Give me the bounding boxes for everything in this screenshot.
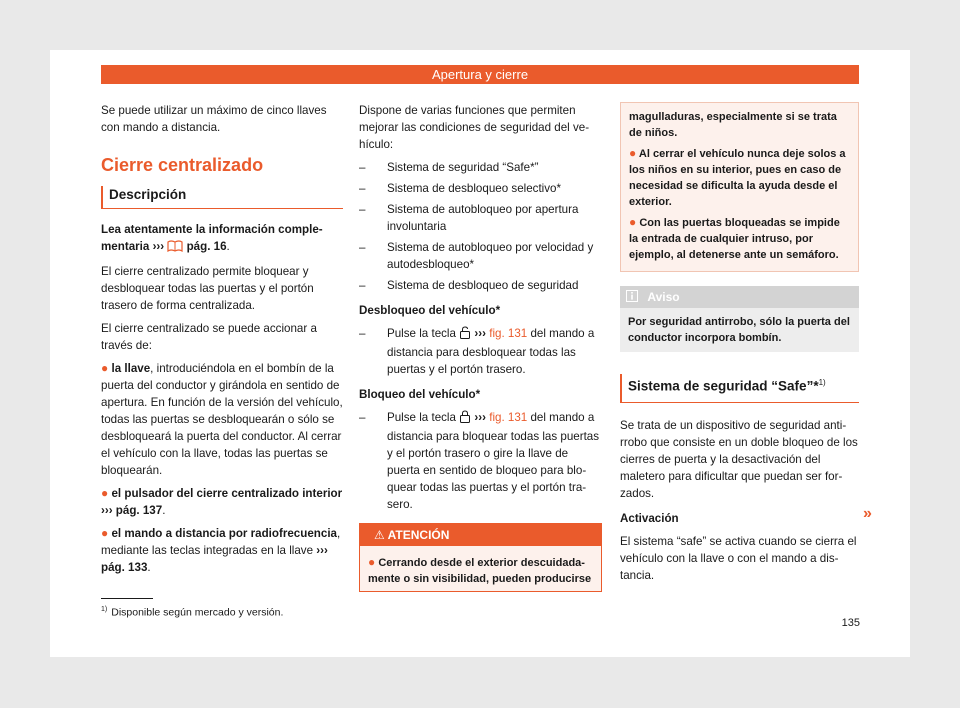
warning-header: ⚠ ATENCIÓN xyxy=(360,524,601,546)
safe-description: Se trata de un dispositivo de seguridad antirrobo que consiste en un doble bloqueo de los cierres de puerta y la desactivación del maletero para dificultar que puedan ser forzados. xyxy=(620,418,858,500)
note-box xyxy=(620,286,859,352)
lock-list xyxy=(359,409,602,513)
functions-list xyxy=(359,159,602,294)
safe-title: Sistema de seguridad “Safe”*$^{1)}$ xyxy=(620,374,859,403)
info-icon xyxy=(626,290,638,304)
footnote: $^{1)}$ Disponible según mercado y versión. xyxy=(101,606,284,619)
bullet-dot-icon: ● xyxy=(629,215,637,229)
activation-text: El sistema “safe” se activa cuando se cierra el vehículo con la llave o con el mando a distancia. xyxy=(620,534,857,582)
list-item: – Sistema de desbloqueo selectivo* xyxy=(359,180,602,197)
warning-continuation-box xyxy=(620,102,859,272)
warning-box xyxy=(359,523,602,592)
unlock-step: – Pulse la tecla ››› fig. 131 del mando a distancia para desbloquear todas las puertas y el portón trasero. xyxy=(359,325,602,378)
lock-step: – Pulse la tecla ››› fig. 131 del mando a distancia para bloquear todas las puertas y el portón trasero o gire la llave de puerta en sentido de bloqueo para bloquear todas las puertas y el portón trasero. xyxy=(359,409,602,513)
paragraph-2: El cierre centralizado se puede accionar a través de: xyxy=(101,322,317,352)
intro-text: Se puede utilizar un máximo de cinco llaves con mando a distancia. xyxy=(101,104,327,134)
warning-cont-3: ● Con las puertas bloqueadas se impide la entrada de cualquier intruso, por ejemplo, al detenerse ante un semáforo. xyxy=(629,215,840,261)
column-right xyxy=(620,102,859,590)
unlock-key-icon xyxy=(459,326,471,344)
fig-131-link[interactable]: fig. 131 xyxy=(489,411,528,424)
paragraph-1: El cierre centralizado permite bloquear y desbloquear todas las puertas y el portón trasero de forma centralizada. xyxy=(101,265,314,312)
column-left xyxy=(101,102,343,582)
lock-title: Bloqueo del vehículo* xyxy=(359,388,481,401)
column-middle xyxy=(359,102,602,592)
bullet-dot-icon: ● xyxy=(101,361,109,375)
read-info: Lea atentamente la información complementaria ››› pág. 16. xyxy=(101,221,343,257)
footnote-divider xyxy=(101,598,153,599)
warning-body: ● Cerrando desde el exterior descuidadamente o sin visibilidad, pueden producirse xyxy=(360,546,601,591)
book-warning-icon xyxy=(167,240,183,257)
bullet-dot-icon: ● xyxy=(368,555,376,569)
lock-key-icon xyxy=(459,410,471,428)
warning-cont-1: magulladuras, especialmente si se trata de niños. xyxy=(629,111,837,139)
bullet-dot-icon: ● xyxy=(101,526,109,540)
page-137-link[interactable]: el pulsador del cierre centralizado interior ››› pág. 137 xyxy=(101,487,343,517)
chapter-header: Apertura y cierre xyxy=(101,65,859,84)
unlock-title: Desbloqueo del vehículo* xyxy=(359,304,501,317)
read-ref-link[interactable]: ››› xyxy=(152,240,168,253)
list-item: – Sistema de seguridad “Safe*” xyxy=(359,159,602,176)
note-header: Aviso xyxy=(620,286,859,308)
page-number: 135 xyxy=(841,617,860,629)
page-133-link[interactable]: ››› pág. 133 xyxy=(101,544,328,574)
warning-cont-2: ● Al cerrar el vehículo nunca deje solos a los niños en su interior, pues en caso de necesidad se dificulta la ayuda desde el exterior. xyxy=(629,146,846,208)
warning-triangle-icon: ⚠ xyxy=(374,528,385,542)
section-title: Cierre centralizado xyxy=(101,155,264,175)
subsection-title: Descripción xyxy=(101,186,343,209)
list-item: – Sistema de desbloqueo de seguridad xyxy=(359,277,602,294)
list-item: – Sistema de autobloqueo por velocidad y autodesbloqueo* xyxy=(359,239,602,273)
manual-page xyxy=(50,50,910,657)
fig-131-link[interactable]: fig. 131 xyxy=(489,327,528,340)
functions-intro: Dispone de varias funciones que permiten mejorar las condiciones de seguridad del vehículo: xyxy=(359,104,590,151)
unlock-list xyxy=(359,325,602,378)
bullet-key: ● la llave, introduciéndola en el bombín de la puerta del conductor y girándola en sentido de apertura. En función de la versión del vehículo, todas las puertas se desbloquearán o sólo se desbloqueará la puerta del conductor. Al cerrar el vehículo con la llave, todas las puertas se bloquearán. xyxy=(101,361,343,477)
bullet-remote: ● el mando a distancia por radiofrecuencia, mediante las teclas integradas en la llave ››› pág. 133. xyxy=(101,526,341,574)
bullet-dot-icon: ● xyxy=(629,146,637,160)
activation-title: Activación xyxy=(620,511,679,525)
bullet-button: ● el pulsador del cierre centralizado interior ››› pág. 137. xyxy=(101,486,343,517)
continue-mark: » xyxy=(863,505,872,522)
bullet-dot-icon: ● xyxy=(101,486,109,500)
list-item: – Sistema de autobloqueo por apertura involuntaria xyxy=(359,201,602,235)
note-body: Por seguridad antirrobo, sólo la puerta del conductor incorpora bombín. xyxy=(620,308,859,352)
